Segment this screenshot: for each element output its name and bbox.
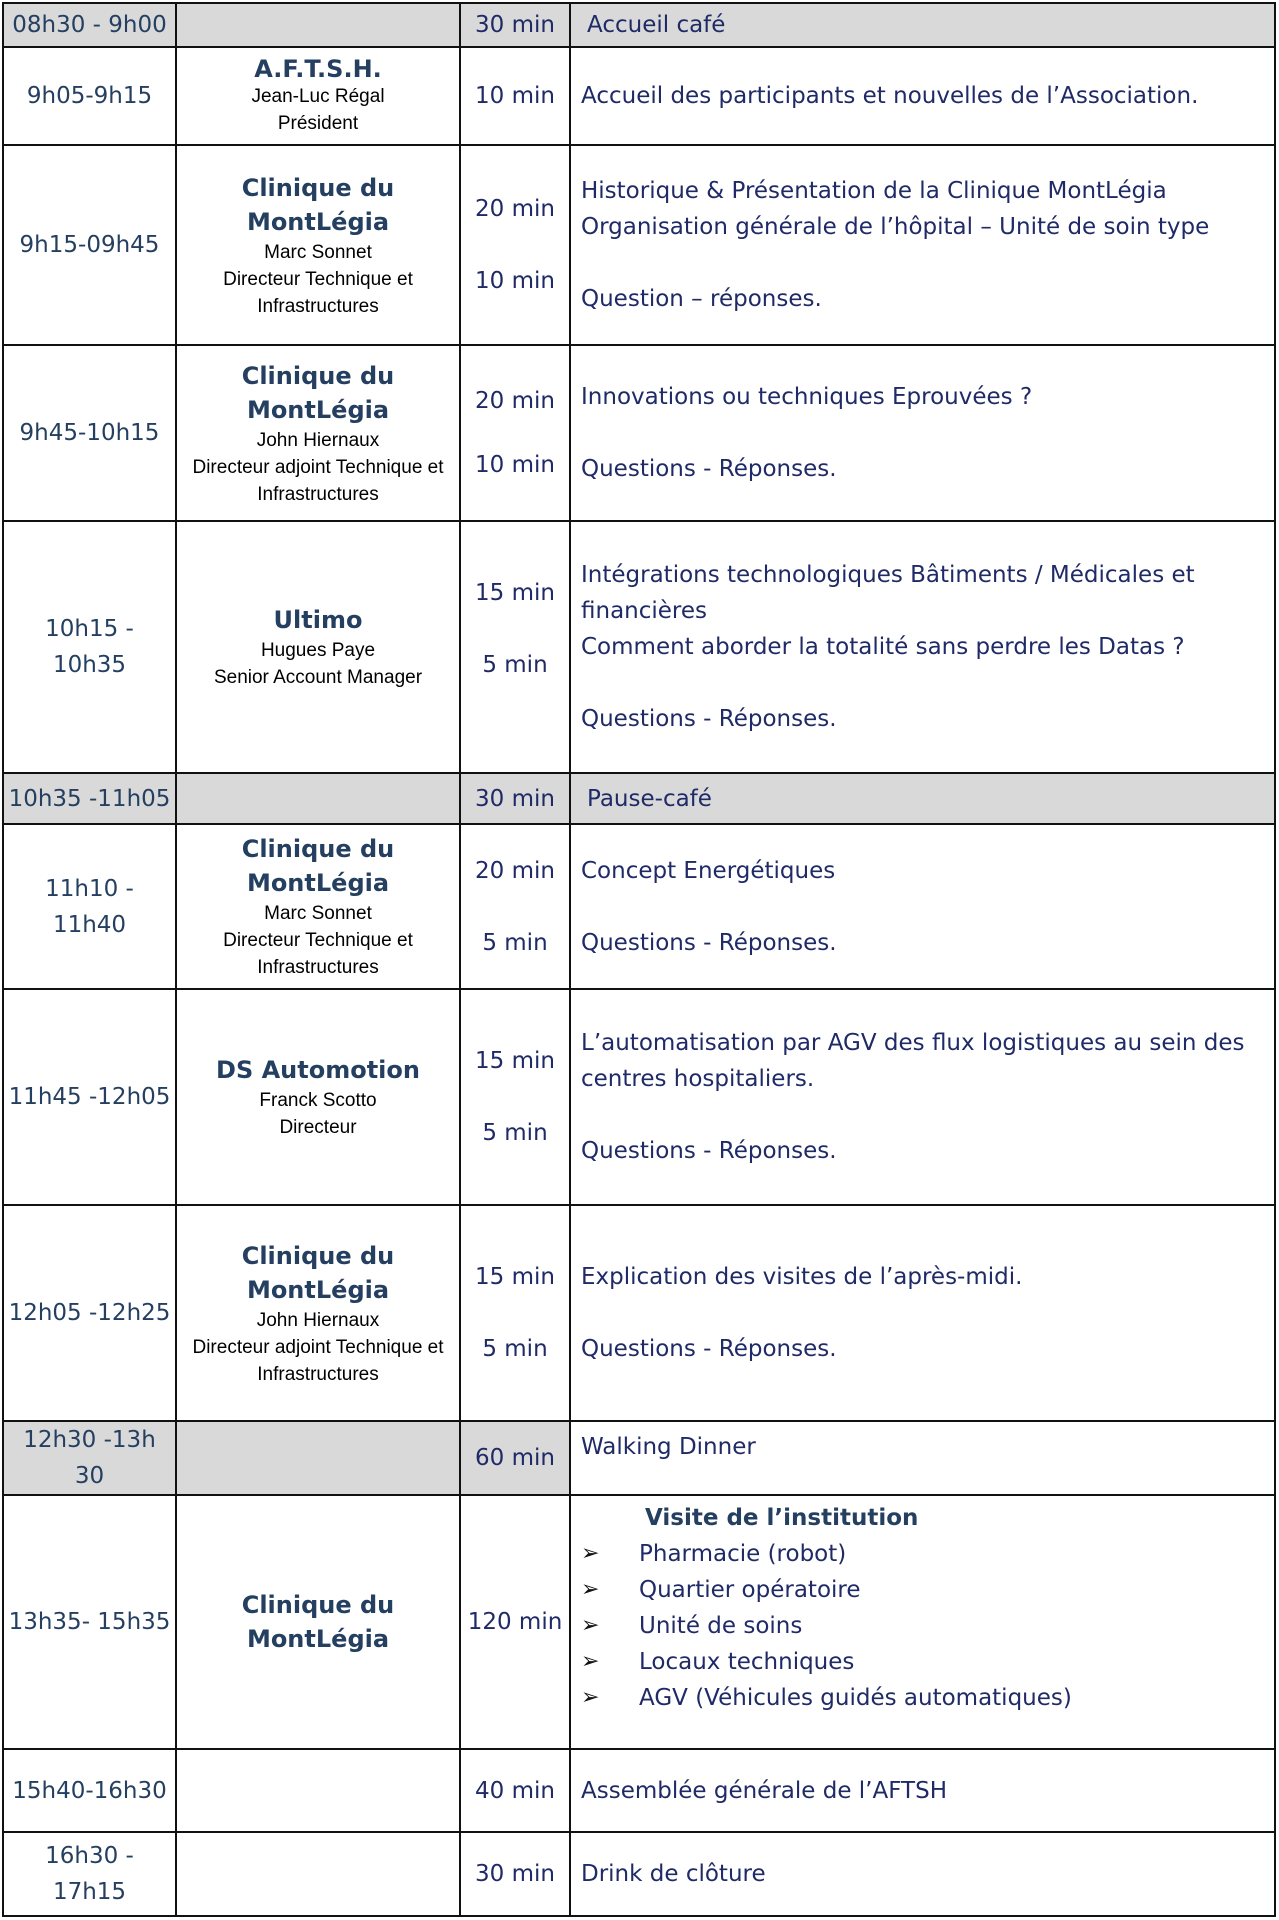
topic-text: Questions - Réponses. bbox=[581, 706, 837, 732]
speaker-cell bbox=[176, 521, 460, 773]
speaker-name: John Hiernaux bbox=[256, 1309, 380, 1331]
speaker-cell bbox=[176, 989, 460, 1205]
topic-cell bbox=[570, 3, 1275, 47]
time-text: 10h15 - bbox=[45, 616, 134, 642]
agenda-row bbox=[3, 773, 1275, 824]
topic-cell bbox=[570, 824, 1275, 989]
time-text: 11h10 - bbox=[45, 875, 134, 902]
arrow-bullet-icon: ➢ bbox=[581, 1541, 600, 1566]
arrow-bullet-icon: ➢ bbox=[581, 1649, 600, 1674]
duration-text: 5 min bbox=[482, 652, 548, 678]
speaker-name: John Hiernaux bbox=[256, 429, 380, 451]
speaker-role-line-2: Infrastructures bbox=[257, 957, 379, 978]
visit-item-text: Quartier opératoire bbox=[639, 1577, 861, 1603]
visit-title: Visite de l’institution bbox=[645, 1505, 919, 1531]
duration-text: 15 min bbox=[475, 580, 555, 606]
topic-cell bbox=[570, 1205, 1275, 1421]
duration-text: 20 min bbox=[475, 857, 555, 884]
agenda-row bbox=[3, 1832, 1275, 1916]
topic-text: Concept Energétiques bbox=[581, 857, 836, 884]
speaker-name: Marc Sonnet bbox=[264, 241, 372, 263]
topic-text: Historique & Présentation de la Clinique MontLégia bbox=[581, 178, 1167, 204]
agenda-row bbox=[3, 145, 1275, 345]
duration-text: 30 min bbox=[475, 785, 555, 812]
speaker-cell bbox=[176, 3, 460, 47]
duration-cell bbox=[460, 1421, 570, 1495]
arrow-bullet-icon: ➢ bbox=[581, 1685, 600, 1710]
time-cell bbox=[3, 1205, 176, 1421]
topic-cell bbox=[570, 1421, 1275, 1495]
time-text: 15h40-16h30 bbox=[12, 1777, 167, 1804]
speaker-role: Directeur bbox=[279, 1117, 357, 1138]
duration-cell bbox=[460, 1495, 570, 1749]
speaker-cell bbox=[176, 824, 460, 989]
duration-text: 20 min bbox=[475, 388, 555, 414]
topic-text: Innovations ou techniques Eprouvées ? bbox=[581, 384, 1033, 410]
speaker-name: Marc Sonnet bbox=[264, 903, 372, 924]
topic-cell bbox=[570, 1749, 1275, 1832]
speaker-cell bbox=[176, 47, 460, 145]
time-cell bbox=[3, 47, 176, 145]
visit-item-text: Pharmacie (robot) bbox=[639, 1541, 847, 1567]
topic-text: centres hospitaliers. bbox=[581, 1066, 815, 1092]
duration-text: 30 min bbox=[475, 1861, 555, 1887]
organization-name: Ultimo bbox=[273, 606, 363, 634]
speaker-role: Senior Account Manager bbox=[213, 667, 423, 688]
duration-text: 15 min bbox=[475, 1048, 555, 1074]
speaker-cell bbox=[176, 1421, 460, 1495]
topic-text: Walking Dinner bbox=[581, 1434, 756, 1460]
time-cell bbox=[3, 1495, 176, 1749]
topic-cell bbox=[570, 989, 1275, 1205]
agenda-row bbox=[3, 1749, 1275, 1832]
visit-item-text: Locaux techniques bbox=[639, 1649, 855, 1675]
duration-text: 40 min bbox=[475, 1777, 555, 1804]
speaker-cell bbox=[176, 1205, 460, 1421]
speaker-cell bbox=[176, 1749, 460, 1832]
time-text-line-2: 11h40 bbox=[52, 911, 127, 938]
time-text: 12h30 -13h bbox=[23, 1427, 156, 1453]
time-text: 10h35 -11h05 bbox=[8, 785, 171, 812]
time-text-line-2: 17h15 bbox=[52, 1879, 127, 1905]
topic-cell bbox=[570, 345, 1275, 521]
topic-text: Questions - Réponses. bbox=[581, 1336, 837, 1362]
organization-name: Clinique du MontLégia bbox=[241, 173, 395, 236]
visit-item-text: Unité de soins bbox=[639, 1613, 803, 1639]
agenda-row bbox=[3, 1495, 1275, 1749]
speaker-role: Directeur adjoint Technique et bbox=[192, 456, 444, 478]
organization-name: Clinique du MontLégia bbox=[241, 361, 395, 424]
time-text: 16h30 - bbox=[45, 1843, 134, 1869]
time-text: 12h05 -12h25 bbox=[8, 1300, 171, 1326]
time-cell bbox=[3, 521, 176, 773]
duration-text: 10 min bbox=[475, 268, 555, 294]
agenda-row bbox=[3, 47, 1275, 145]
time-cell bbox=[3, 1832, 176, 1916]
duration-cell bbox=[460, 521, 570, 773]
time-text: 9h05-9h15 bbox=[26, 83, 153, 109]
topic-text: Question – réponses. bbox=[581, 286, 822, 312]
time-cell bbox=[3, 345, 176, 521]
duration-text: 10 min bbox=[475, 452, 555, 478]
topic-text: Questions - Réponses. bbox=[581, 456, 837, 482]
visit-item bbox=[581, 1644, 1266, 1680]
agenda-row bbox=[3, 3, 1275, 47]
duration-cell bbox=[460, 824, 570, 989]
topic-text: Questions - Réponses. bbox=[581, 1138, 837, 1164]
speaker-name: Hugues Paye bbox=[260, 640, 376, 661]
time-cell bbox=[3, 1749, 176, 1832]
speaker-role: Directeur Technique et bbox=[223, 930, 413, 951]
speaker-role: Directeur adjoint Technique et bbox=[192, 1336, 444, 1358]
speaker-cell bbox=[176, 145, 460, 345]
visit-item bbox=[581, 1536, 1266, 1572]
agenda-row bbox=[3, 521, 1275, 773]
agenda-row bbox=[3, 1421, 1275, 1495]
duration-cell bbox=[460, 989, 570, 1205]
speaker-role: Directeur Technique et bbox=[223, 268, 413, 290]
topic-text: Questions - Réponses. bbox=[581, 929, 837, 956]
duration-cell bbox=[460, 145, 570, 345]
topic-text: Organisation générale de l’hôpital – Unité de soin type bbox=[581, 214, 1210, 240]
duration-text: 5 min bbox=[482, 929, 548, 956]
duration-text: 120 min bbox=[467, 1609, 563, 1635]
duration-text: 30 min bbox=[475, 12, 555, 38]
organization-name: A.F.T.S.H. bbox=[254, 55, 382, 83]
speaker-role-line-2: Infrastructures bbox=[257, 1363, 379, 1385]
topic-text: L’automatisation par AGV des flux logistiques au sein des bbox=[581, 1030, 1245, 1056]
time-cell bbox=[3, 1421, 176, 1495]
duration-text: 10 min bbox=[475, 83, 555, 109]
speaker-cell bbox=[176, 1832, 460, 1916]
speaker-cell bbox=[176, 773, 460, 824]
duration-cell bbox=[460, 47, 570, 145]
topic-text: Accueil café bbox=[587, 12, 726, 38]
agenda-row bbox=[3, 824, 1275, 989]
topic-text: Drink de clôture bbox=[581, 1861, 766, 1887]
visit-item-text: AGV (Véhicules guidés automatiques) bbox=[639, 1685, 1072, 1711]
duration-cell bbox=[460, 3, 570, 47]
topic-cell bbox=[570, 1495, 1275, 1749]
topic-cell bbox=[570, 521, 1275, 773]
agenda-table bbox=[2, 2, 1276, 1917]
duration-cell bbox=[460, 1832, 570, 1916]
visit-list bbox=[581, 1536, 1266, 1716]
time-cell bbox=[3, 824, 176, 989]
duration-text: 60 min bbox=[475, 1445, 555, 1471]
agenda-row bbox=[3, 989, 1275, 1205]
topic-text: Pause-café bbox=[587, 785, 712, 812]
duration-cell bbox=[460, 1749, 570, 1832]
speaker-name: Franck Scotto bbox=[259, 1090, 377, 1111]
topic-cell bbox=[570, 47, 1275, 145]
time-cell bbox=[3, 989, 176, 1205]
time-text: 9h15-09h45 bbox=[19, 232, 160, 258]
agenda-row bbox=[3, 1205, 1275, 1421]
topic-cell bbox=[570, 1832, 1275, 1916]
topic-text: Comment aborder la totalité sans perdre les Datas ? bbox=[581, 634, 1185, 660]
duration-text: 5 min bbox=[482, 1120, 548, 1146]
duration-cell bbox=[460, 773, 570, 824]
organization-name: Clinique du MontLégia bbox=[241, 1591, 395, 1653]
organization-name: Clinique du MontLégia bbox=[241, 1241, 395, 1304]
time-cell bbox=[3, 3, 176, 47]
duration-text: 5 min bbox=[482, 1336, 548, 1362]
topic-cell bbox=[570, 773, 1275, 824]
duration-text: 20 min bbox=[475, 196, 555, 222]
organization-name: DS Automotion bbox=[216, 1056, 420, 1084]
speaker-name: Jean-Luc Régal bbox=[251, 86, 385, 107]
speaker-role-line-2: Infrastructures bbox=[257, 295, 379, 317]
duration-cell bbox=[460, 1205, 570, 1421]
organization-name: Clinique du MontLégia bbox=[241, 835, 395, 897]
time-text: 13h35- 15h35 bbox=[8, 1609, 171, 1635]
time-text: 11h45 -12h05 bbox=[8, 1084, 171, 1110]
topic-text: Explication des visites de l’après-midi. bbox=[581, 1264, 1023, 1290]
topic-cell bbox=[570, 145, 1275, 345]
duration-text: 15 min bbox=[475, 1264, 555, 1290]
arrow-bullet-icon: ➢ bbox=[581, 1613, 600, 1638]
duration-cell bbox=[460, 345, 570, 521]
time-text: 9h45-10h15 bbox=[19, 420, 160, 446]
time-text-line-2: 30 bbox=[74, 1463, 105, 1489]
visit-item bbox=[581, 1680, 1266, 1716]
time-text-line-2: 10h35 bbox=[52, 652, 127, 678]
speaker-cell bbox=[176, 345, 460, 521]
speaker-role: Président bbox=[277, 113, 359, 134]
topic-text: Intégrations technologiques Bâtiments / Médicales et bbox=[581, 562, 1195, 588]
topic-text: Assemblée générale de l’AFTSH bbox=[581, 1777, 948, 1804]
topic-text: Accueil des participants et nouvelles de l’Association. bbox=[581, 83, 1199, 109]
agenda-row bbox=[3, 345, 1275, 521]
time-cell bbox=[3, 773, 176, 824]
speaker-role-line-2: Infrastructures bbox=[257, 483, 379, 505]
arrow-bullet-icon: ➢ bbox=[581, 1577, 600, 1602]
visit-item bbox=[581, 1608, 1266, 1644]
time-text: 08h30 - 9h00 bbox=[12, 12, 167, 38]
time-cell bbox=[3, 145, 176, 345]
speaker-cell bbox=[176, 1495, 460, 1749]
visit-item bbox=[581, 1572, 1266, 1608]
topic-text: financières bbox=[581, 598, 708, 624]
